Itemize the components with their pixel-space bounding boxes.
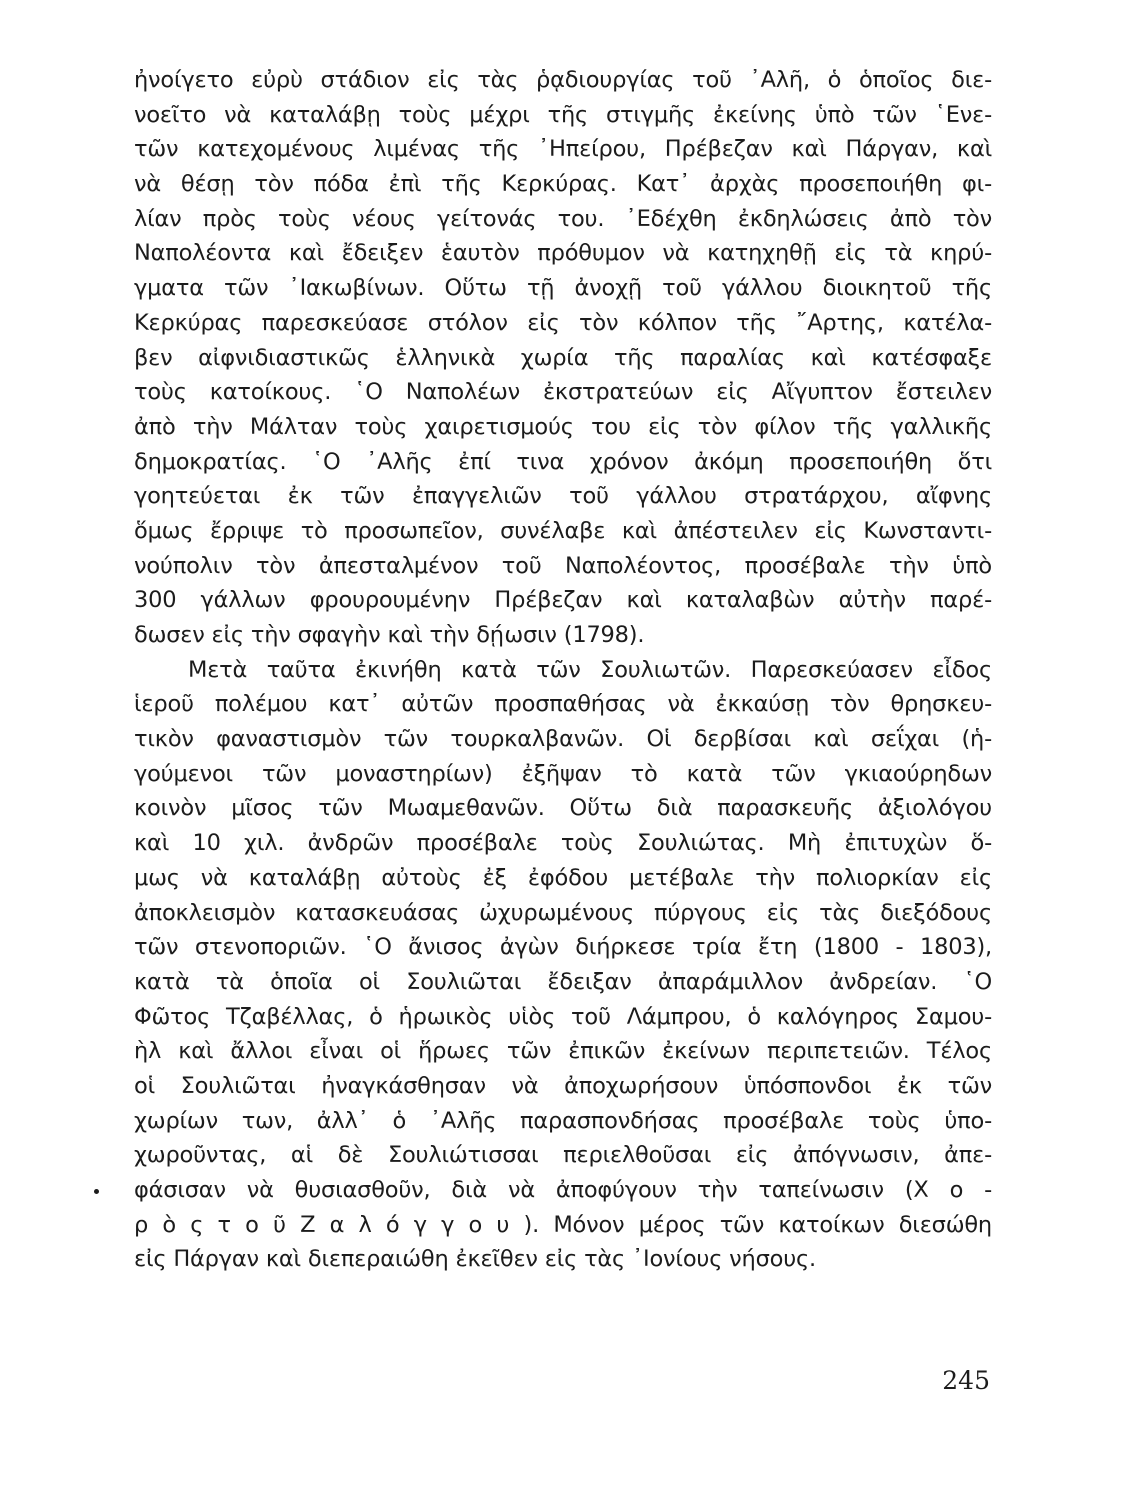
text-line: γοητεύεται ἐκ τῶν ἐπαγγελιῶν τοῦ γάλλου στρατάρχου, αἴφνης	[134, 483, 992, 510]
text-line: κατὰ τὰ ὁποῖα οἱ Σουλιῶται ἔδειξαν ἀπαράμιλλον ἀνδρείαν. ῾Ο	[134, 968, 992, 995]
text-line: λίαν πρὸς τοὺς νέους γείτονάς του. ᾿Εδέχθη ἐκδηλώσεις ἀπὸ τὸν	[134, 205, 992, 232]
text-line: δημοκρατίας. ῾Ο ᾿Αλῆς ἐπί τινα χρόνον ἀκόμη προσεποιήθη ὅτι	[134, 448, 992, 475]
text-line: ἀποκλεισμὸν κατασκευάσας ὠχυρωμένους πύργους εἰς τὰς διεξόδους	[134, 899, 992, 926]
text-line: 300 γάλλων φρουρουμένην Πρέβεζαν καὶ καταλαβὼν αὐτὴν παρέ-	[134, 587, 992, 614]
page-number: 245	[942, 1366, 990, 1395]
text-line: χωρίων των, ἀλλ᾿ ὁ ᾿Αλῆς παρασπονδήσας προσέβαλε τοὺς ὑπο-	[134, 1107, 992, 1134]
text-line: γματα τῶν ᾿Ιακωβίνων. Οὕτω τῇ ἀνοχῇ τοῦ γάλλου διοικητοῦ τῆς	[134, 275, 992, 302]
text-line: νούπολιν τὸν ἀπεσταλμένον τοῦ Ναπολέοντος, προσέβαλε τὴν ὑπὸ	[134, 552, 992, 579]
text-line: ἠνοίγετο εὐρὺ στάδιον εἰς τὰς ῥᾳδιουργίας τοῦ ᾿Αλῆ, ὁ ὁποῖος διε-	[134, 67, 992, 93]
text-line: φάσισαν νὰ θυσιασθοῦν, διὰ νὰ ἀποφύγουν τὴν ταπείνωσιν (Χ ο -	[134, 1177, 992, 1203]
text-line: ἀπὸ τὴν Μάλταν τοὺς χαιρετισμούς του εἰς τὸν φίλον τῆς γαλλικῆς	[134, 413, 992, 440]
text-line: τοὺς κατοίκους. ῾Ο Ναπολέων ἐκστρατεύων εἰς Αἴγυπτον ἔστειλεν	[134, 379, 992, 406]
text-line: κοινὸν μῖσος τῶν Μωαμεθανῶν. Οὕτω διὰ παρασκευῆς ἀξιολόγου	[134, 795, 992, 822]
text-line: Κερκύρας παρεσκεύασε στόλον εἰς τὸν κόλπον τῆς ῎Αρτης, κατέλα-	[134, 309, 992, 336]
text-line: μως νὰ καταλάβῃ αὐτοὺς ἐξ ἐφόδου μετέβαλε τὴν πολιορκίαν εἰς	[134, 864, 992, 891]
text-line: τικὸν φαναστισμὸν τῶν τουρκαλβανῶν. Οἱ δερβίσαι καὶ σεΐχαι (ἡ-	[134, 726, 992, 753]
text-line: οἱ Σουλιῶται ἠναγκάσθησαν νὰ ἀποχωρήσουν ὑπόσπονδοι ἐκ τῶν	[134, 1072, 992, 1099]
text-line: νοεῖτο νὰ καταλάβῃ τοὺς μέχρι τῆς στιγμῆς ἐκείνης ὑπὸ τῶν ῾Ενε-	[134, 101, 992, 128]
text-line: τῶν στενοποριῶν. ῾Ο ἄνισος ἀγὼν διήρκεσε τρία ἔτη (1800 - 1803),	[134, 934, 992, 961]
paragraph-2	[134, 653, 992, 1277]
text-line: γούμενοι τῶν μοναστηρίων) ἐξῆψαν τὸ κατὰ τῶν γκιαούρηδων	[134, 760, 992, 787]
paragraph-1	[134, 63, 992, 653]
text-line: εἰς Πάργαν καὶ διεπεραιώθη ἐκεῖθεν εἰς τὰς ᾿Ιονίους νήσους.	[134, 1246, 817, 1273]
text-line: ρ ὸ ς τ ο ῦ Ζ α λ ό γ γ ο υ ). Μόνον μέρος τῶν κατοίκων διεσώθη	[134, 1211, 992, 1238]
margin-mark	[94, 1189, 99, 1194]
text-line: χωροῦντας, αἱ δὲ Σουλιώτισσαι περιελθοῦσαι εἰς ἀπόγνωσιν, ἀπε-	[134, 1142, 992, 1169]
text-line: ἱεροῦ πολέμου κατ᾿ αὐτῶν προσπαθήσας νὰ ἐκκαύσῃ τὸν θρησκευ-	[134, 691, 992, 718]
text-line: ὅμως ἔρριψε τὸ προσωπεῖον, συνέλαβε καὶ ἀπέστειλεν εἰς Κωνσταντι-	[134, 517, 992, 544]
text-line: τῶν κατεχομένους λιμένας τῆς ᾿Ηπείρου, Πρέβεζαν καὶ Πάργαν, καὶ	[134, 136, 992, 163]
text-line: δωσεν εἰς τὴν σφαγὴν καὶ τὴν δῄωσιν (1798).	[134, 622, 645, 648]
text-line: Ναπολέοντα καὶ ἔδειξεν ἑαυτὸν πρόθυμον νὰ κατηχηθῇ εἰς τὰ κηρύ-	[134, 240, 992, 267]
body-text	[134, 63, 992, 1277]
text-line: καὶ 10 χιλ. ἀνδρῶν προσέβαλε τοὺς Σουλιώτας. Μὴ ἐπιτυχὼν ὅ-	[134, 830, 992, 857]
text-line: βεν αἰφνιδιαστικῶς ἑλληνικὰ χωρία τῆς παραλίας καὶ κατέσφαξε	[134, 344, 992, 371]
text-line: Φῶτος Τζαβέλλας, ὁ ἡρωικὸς υἱὸς τοῦ Λάμπρου, ὁ καλόγηρος Σαμου-	[134, 1003, 992, 1030]
text-line: Μετὰ ταῦτα ἐκινήθη κατὰ τῶν Σουλιωτῶν. Παρεσκεύασεν εἶδος	[188, 656, 992, 683]
text-line: νὰ θέσῃ τὸν πόδα ἐπὶ τῆς Κερκύρας. Κατ᾿ ἀρχὰς προσεποιήθη φι-	[134, 171, 992, 198]
text-line: ὴλ καὶ ἄλλοι εἶναι οἱ ἥρωες τῶν ἐπικῶν ἐκείνων περιπετειῶν. Τέλος	[134, 1038, 992, 1065]
